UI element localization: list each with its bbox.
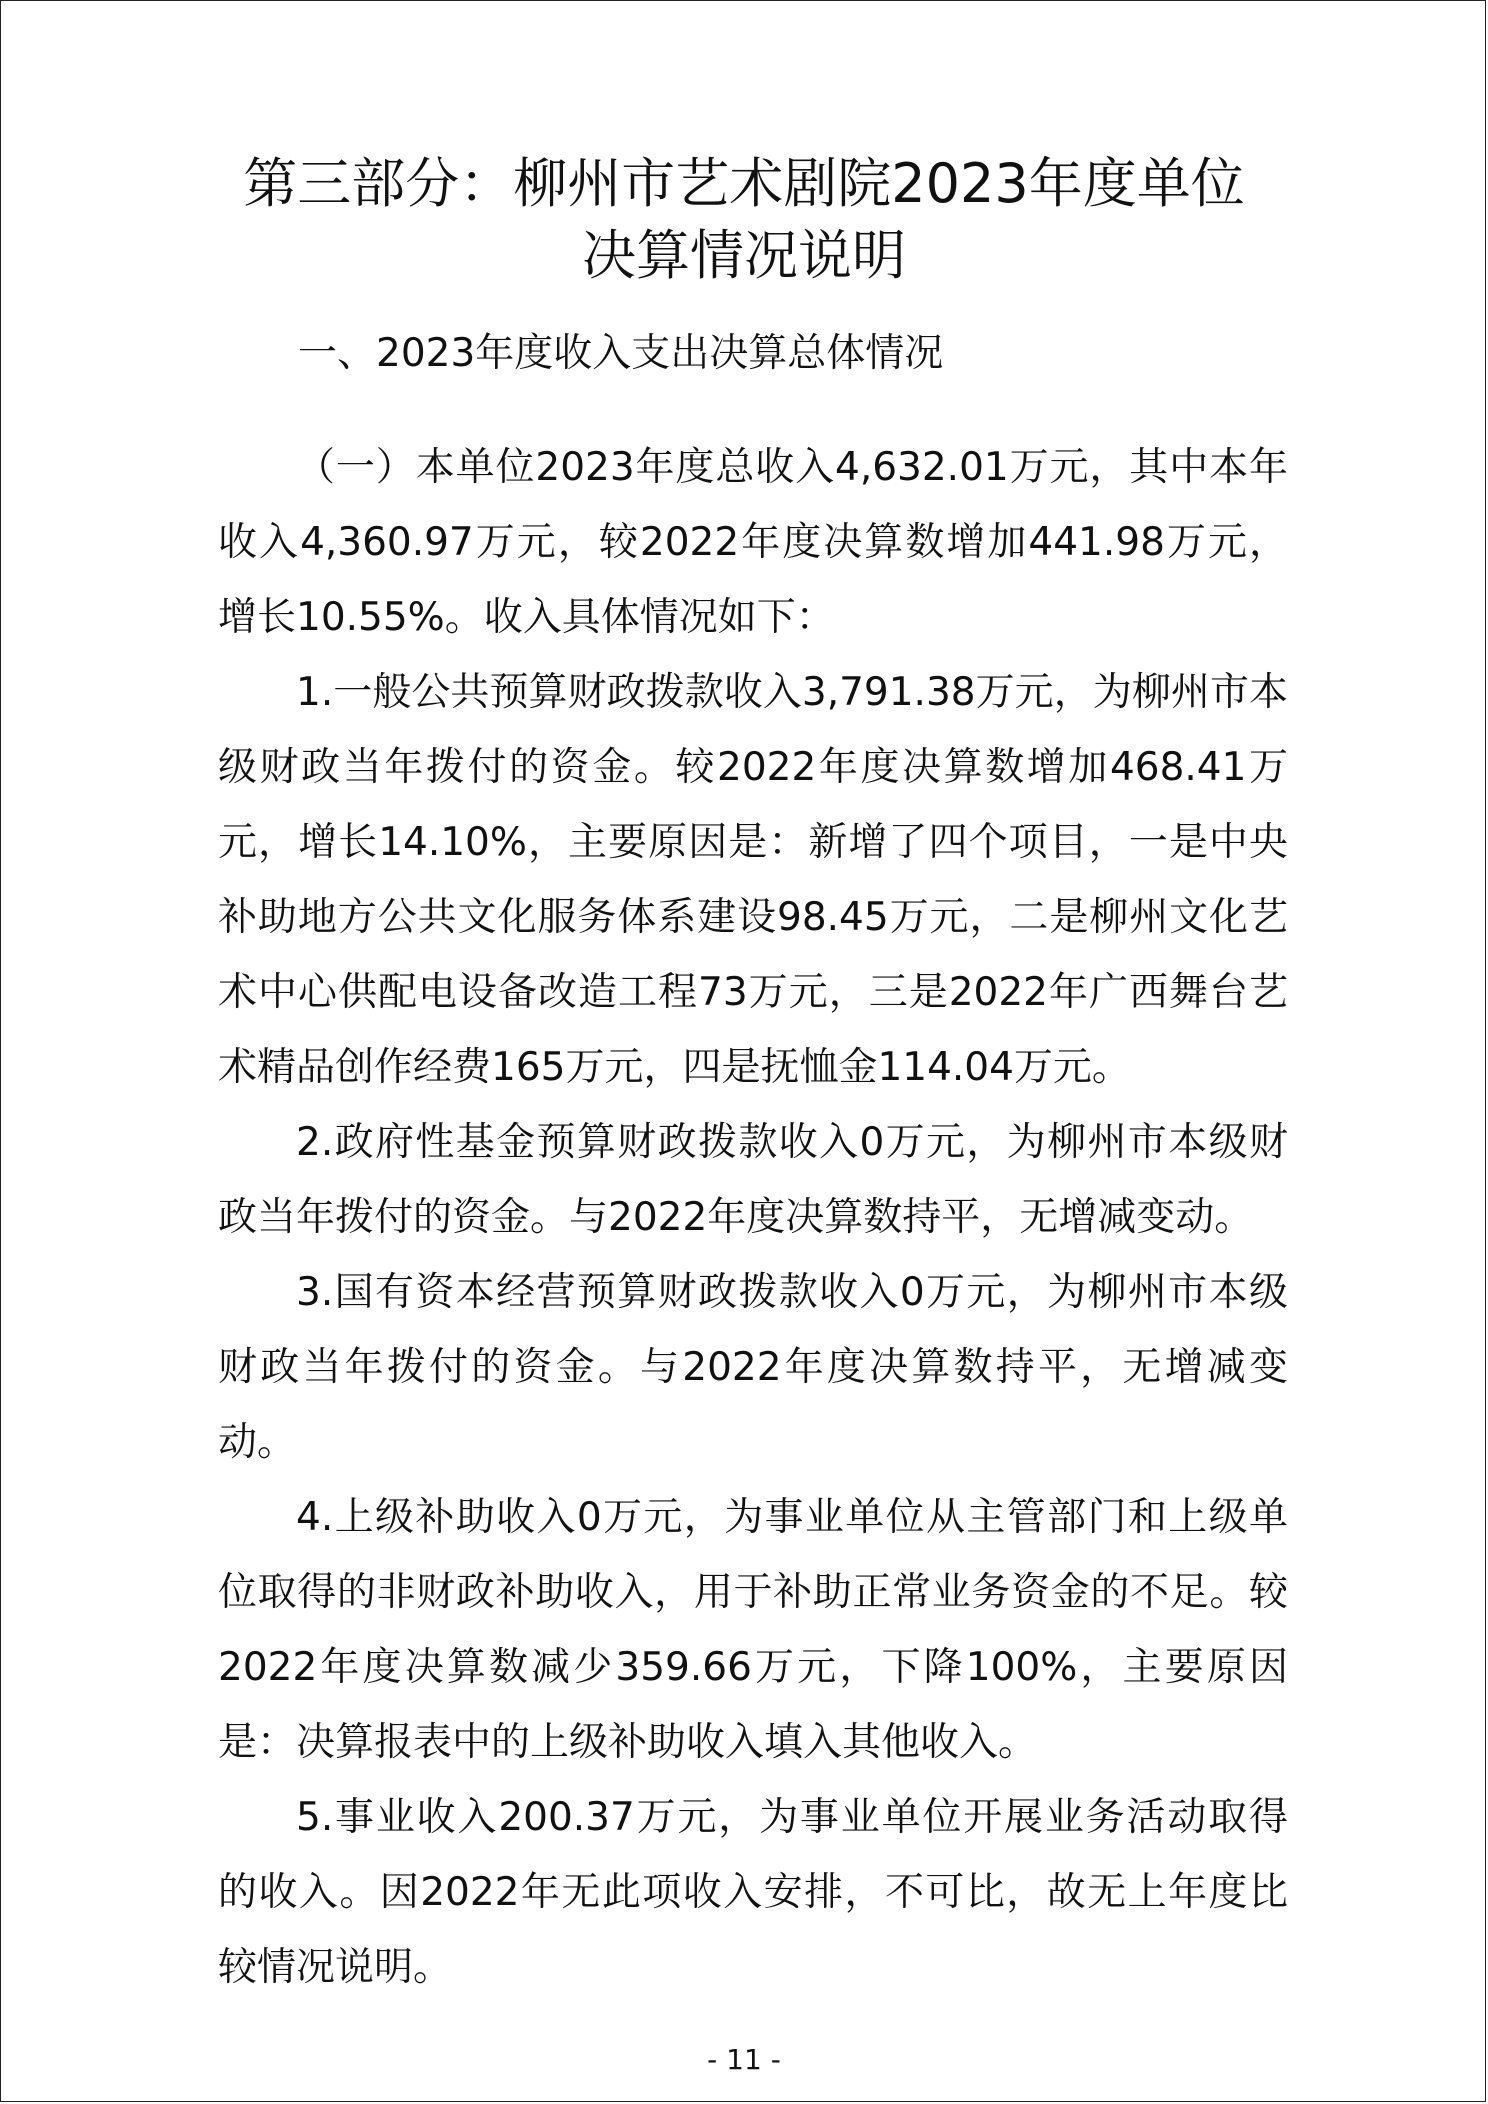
document-body	[218, 430, 1288, 2005]
page-number: - 11 -	[707, 2043, 781, 2076]
document-title: 第三部分：柳州市艺术剧院2023年度单位决算情况说明	[243, 152, 1245, 287]
paragraph-general-budget: 1.一般公共预算财政拨款收入3,791.38万元，为柳州市本级财政当年拨付的资金。较2022年度决算数增加468.41万元，增长14.10%，主要原因是：新增了四个项目，一是中央补助地方公共文化服务体系建设98.45万元，二是柳州文化艺术中心供配电设备改造工程73万元，三是2022年广西舞台艺术精品创作经费165万元，四是抚恤金114.04万元。	[218, 670, 1288, 1090]
section-heading: 一、2023年度收入支出决算总体情况	[298, 331, 944, 376]
paragraph-business-income: 5.事业收入200.37万元，为事业单位开展业务活动取得的收入。因2022年无此项收入安排，不可比，故无上年度比较情况说明。	[218, 1795, 1288, 1990]
paragraph-total-income: （一）本单位2023年度总收入4,632.01万元，其中本年收入4,360.97万元，较2022年度决算数增加441.98万元，增长10.55%。收入具体情况如下：	[218, 445, 1288, 640]
paragraph-state-capital: 3.国有资本经营预算财政拨款收入0万元，为柳州市本级财政当年拨付的资金。与2022年度决算数持平，无增减变动。	[218, 1270, 1288, 1465]
paragraph-superior-subsidy: 4.上级补助收入0万元，为事业单位从主管部门和上级单位取得的非财政补助收入，用于补助正常业务资金的不足。较2022年度决算数减少359.66万元，下降100%，主要原因是：决算报表中的上级补助收入填入其他收入。	[218, 1495, 1288, 1765]
paragraph-gov-fund: 2.政府性基金预算财政拨款收入0万元，为柳州市本级财政当年拨付的资金。与2022年度决算数持平，无增减变动。	[218, 1120, 1288, 1240]
